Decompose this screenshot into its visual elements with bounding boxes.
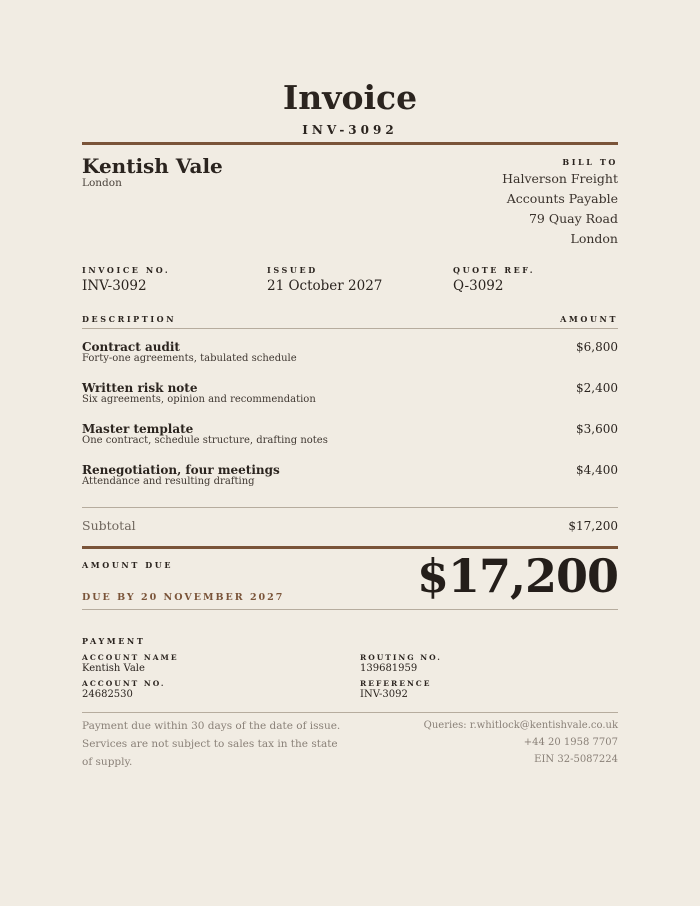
item-description: Six agreements, opinion and recommendation [82,394,316,405]
routing-no-value: 139681959 [360,663,418,674]
quote-ref-label: QUOTE REF. [453,265,536,275]
bill-to-company: Halverson Freight [502,171,618,186]
header-divider [82,142,618,145]
contact-phone: +44 20 1958 7707 [523,737,618,748]
amount-due-bottom-divider [82,609,618,610]
reference-value: INV-3092 [360,689,408,700]
item-title: Written risk note [82,381,198,395]
routing-no-label: ROUTING NO. [360,653,442,662]
seller-name: Kentish Vale [82,154,223,178]
sales-tax-note-continued: of supply. [82,756,133,768]
item-description: Attendance and resulting drafting [82,476,255,487]
item-description: Forty-one agreements, tabulated schedule [82,353,297,364]
issued-value: 21 October 2027 [267,278,383,294]
amount-due-value: $17,200 [416,549,618,603]
item-title: Renegotiation, four meetings [82,463,280,477]
subtotal-value: $17,200 [568,519,618,533]
account-no-label: ACCOUNT NO. [82,679,166,688]
item-amount: $6,800 [576,340,618,354]
reference-label: REFERENCE [360,679,432,688]
item-title: Contract audit [82,340,180,354]
issued-label: ISSUED [267,265,318,275]
quote-ref-value: Q-3092 [453,278,504,294]
contact-email: Queries: r.whitlock@kentishvale.co.uk [423,720,618,731]
bill-to-street: 79 Quay Road [528,211,618,226]
subtotal-divider [82,507,618,508]
seller-city: London [82,177,122,189]
item-amount: $4,400 [576,463,618,477]
invoice-number-heading: INV-3092 [302,123,398,137]
invoice-no-value: INV-3092 [82,278,147,294]
item-amount: $3,600 [576,422,618,436]
amount-due-label: AMOUNT DUE [82,560,174,570]
item-title: Master template [82,422,194,436]
account-name-label: ACCOUNT NAME [82,653,179,662]
invoice-no-label: INVOICE NO. [82,265,171,275]
bill-to-label: BILL TO [562,157,618,167]
footer-divider [82,712,618,713]
sales-tax-note: Services are not subject to sales tax in the state [82,738,338,750]
bill-to-city: London [570,231,618,246]
due-by-date: DUE BY 20 NOVEMBER 2027 [82,592,285,603]
item-description: One contract, schedule structure, drafting notes [82,435,328,446]
item-amount: $2,400 [576,381,618,395]
payment-heading: PAYMENT [82,636,146,646]
invoice-title: Invoice [282,78,418,117]
table-header-divider [82,328,618,329]
account-name-value: Kentish Vale [82,663,145,674]
payment-terms-note: Payment due within 30 days of the date of issue. [82,720,341,732]
description-column-header: DESCRIPTION [82,314,177,324]
subtotal-label: Subtotal [82,518,136,533]
ein-number: EIN 32-5087224 [534,754,618,765]
amount-column-header: AMOUNT [560,314,618,324]
bill-to-department: Accounts Payable [506,191,618,206]
account-no-value: 24682530 [82,689,133,700]
